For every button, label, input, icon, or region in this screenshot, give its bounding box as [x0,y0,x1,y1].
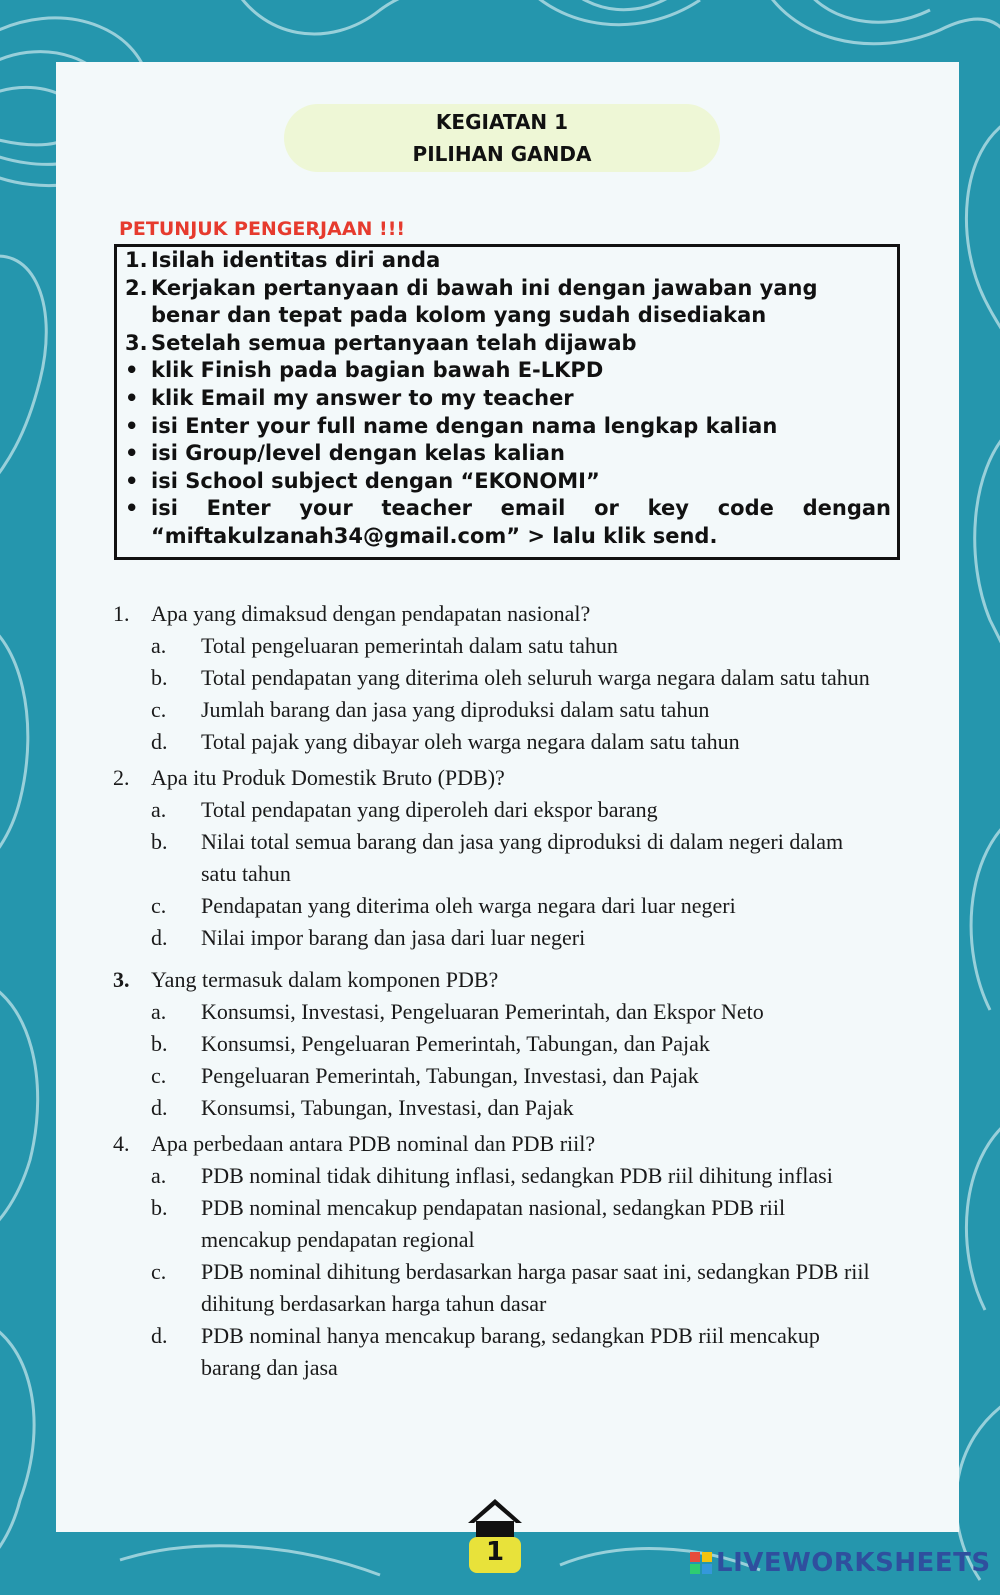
option-text: Nilai total semua barang dan jasa yang diproduksi di dalam negeri dalam satu tahun [201,829,844,886]
question-3 [113,964,873,1124]
instruction-item [125,385,891,413]
answer-option[interactable] [151,794,873,826]
option-letter: a. [151,797,167,822]
option-text: Total pendapatan yang diperoleh dari ekspor barang [201,797,658,822]
instruction-text: isi School subject dengan “EKONOMI” [151,468,600,493]
option-text: Konsumsi, Investasi, Pengeluaran Pemerintah, dan Ekspor Neto [201,999,764,1024]
answer-option[interactable] [151,890,873,922]
instruction-item [125,330,891,358]
answer-option[interactable] [151,662,873,694]
question-number: 3. [113,967,130,992]
instruction-item [125,357,891,385]
instruction-item [125,468,891,496]
option-text: Konsumsi, Pengeluaran Pemerintah, Tabungan, dan Pajak [201,1031,710,1056]
instructions-box [114,244,900,560]
instruction-marker: 1. [125,248,148,272]
page-number: 1 [485,1537,505,1567]
option-letter: d. [151,729,168,754]
instruction-bullet: • [125,468,139,493]
question-2 [113,762,873,954]
option-text: PDB nominal dihitung berdasarkan harga pasar saat ini, sedangkan PDB riil dihitung berdasarkan harga tahun dasar [201,1259,870,1316]
answer-option[interactable] [151,1320,873,1384]
option-letter: a. [151,633,167,658]
instruction-text: klik Finish pada bagian bawah E-LKPD [151,358,604,383]
option-text: Pendapatan yang diterima oleh warga negara dari luar negeri [201,893,736,918]
instruction-item [125,275,891,330]
instruction-bullet: • [125,413,139,438]
question-list [113,598,873,1388]
instruction-marker: 2. [125,275,148,300]
option-text: PDB nominal mencakup pendapatan nasional, sedangkan PDB riil mencakup pendapatan regional [201,1195,786,1252]
option-letter: d. [151,1323,168,1348]
instruction-text: isi Enter your full name dengan nama lengkap kalian [151,413,778,438]
question-number: 1. [113,601,130,626]
option-letter: b. [151,665,168,690]
answer-option[interactable] [151,1060,873,1092]
option-text: PDB nominal tidak dihitung inflasi, sedangkan PDB riil dihitung inflasi [201,1163,833,1188]
option-letter: d. [151,925,168,950]
option-text: Konsumsi, Tabungan, Investasi, dan Pajak [201,1095,574,1120]
option-letter: c. [151,893,167,918]
instruction-bullet: • [125,358,139,383]
activity-title-line2: PILIHAN GANDA [412,142,592,166]
instruction-marker: 3. [125,330,148,355]
answer-option[interactable] [151,996,873,1028]
instruction-bullet: • [125,385,139,410]
question-4 [113,1128,873,1384]
option-letter: b. [151,1195,168,1220]
instructions-heading: PETUNJUK PENGERJAAN !!! [119,218,406,240]
answer-option[interactable] [151,630,873,662]
answer-option[interactable] [151,726,873,758]
instruction-item [125,440,891,468]
option-letter: a. [151,1163,167,1188]
option-letter: c. [151,1259,167,1284]
answer-option[interactable] [151,922,873,954]
answer-option[interactable] [151,1256,873,1320]
instruction-item [125,247,891,275]
question-number: 2. [113,765,130,790]
option-letter: c. [151,697,167,722]
instruction-text: Setelah semua pertanyaan telah dijawab [151,330,637,355]
instruction-bullet: • [125,496,139,521]
option-text: Total pendapatan yang diterima oleh seluruh warga negara dalam satu tahun [201,665,870,690]
answer-option[interactable] [151,1092,873,1124]
liveworksheets-logo [690,1548,991,1578]
instruction-text: isi Group/level dengan kelas kalian [151,441,565,466]
liveworksheets-mark-icon [690,1552,712,1574]
instruction-text: Kerjakan pertanyaan di bawah ini dengan jawaban yang benar dan tepat pada kolom yang sudah disediakan [151,275,818,328]
option-text: Nilai impor barang dan jasa dari luar negeri [201,925,586,950]
option-letter: c. [151,1063,167,1088]
question-1 [113,598,873,758]
instruction-text: isi Enter your teacher email or key code dengan “miftakulzanah34@gmail.com” > lalu klik send. [151,496,891,548]
option-text: Total pengeluaran pemerintah dalam satu tahun [201,633,618,658]
instruction-item [125,413,891,441]
answer-option[interactable] [151,1160,873,1192]
option-letter: a. [151,999,167,1024]
activity-title [284,104,720,172]
option-letter: b. [151,1031,168,1056]
question-text: Apa itu Produk Domestik Bruto (PDB)? [151,765,505,790]
option-text: Total pajak yang dibayar oleh warga negara dalam satu tahun [201,729,740,754]
option-text: Pengeluaran Pemerintah, Tabungan, Investasi, dan Pajak [201,1063,699,1088]
question-number: 4. [113,1131,130,1156]
instruction-text: Isilah identitas diri anda [151,248,441,272]
question-text: Yang termasuk dalam komponen PDB? [151,967,499,992]
option-letter: d. [151,1095,168,1120]
instruction-item [125,495,891,550]
option-text: PDB nominal hanya mencakup barang, sedangkan PDB riil mencakup barang dan jasa [201,1323,820,1380]
question-text: Apa yang dimaksud dengan pendapatan nasional? [151,601,591,626]
answer-option[interactable] [151,694,873,726]
answer-option[interactable] [151,1028,873,1060]
activity-title-line1: KEGIATAN 1 [435,110,569,134]
answer-option[interactable] [151,1192,873,1256]
question-text: Apa perbedaan antara PDB nominal dan PDB riil? [151,1131,596,1156]
option-text: Jumlah barang dan jasa yang diproduksi dalam satu tahun [201,697,710,722]
instruction-text: klik Email my answer to my teacher [151,385,574,410]
liveworksheets-brand: LIVEWORKSHEETS [716,1548,991,1578]
answer-option[interactable] [151,826,873,890]
instruction-bullet: • [125,441,139,466]
option-letter: b. [151,829,168,854]
